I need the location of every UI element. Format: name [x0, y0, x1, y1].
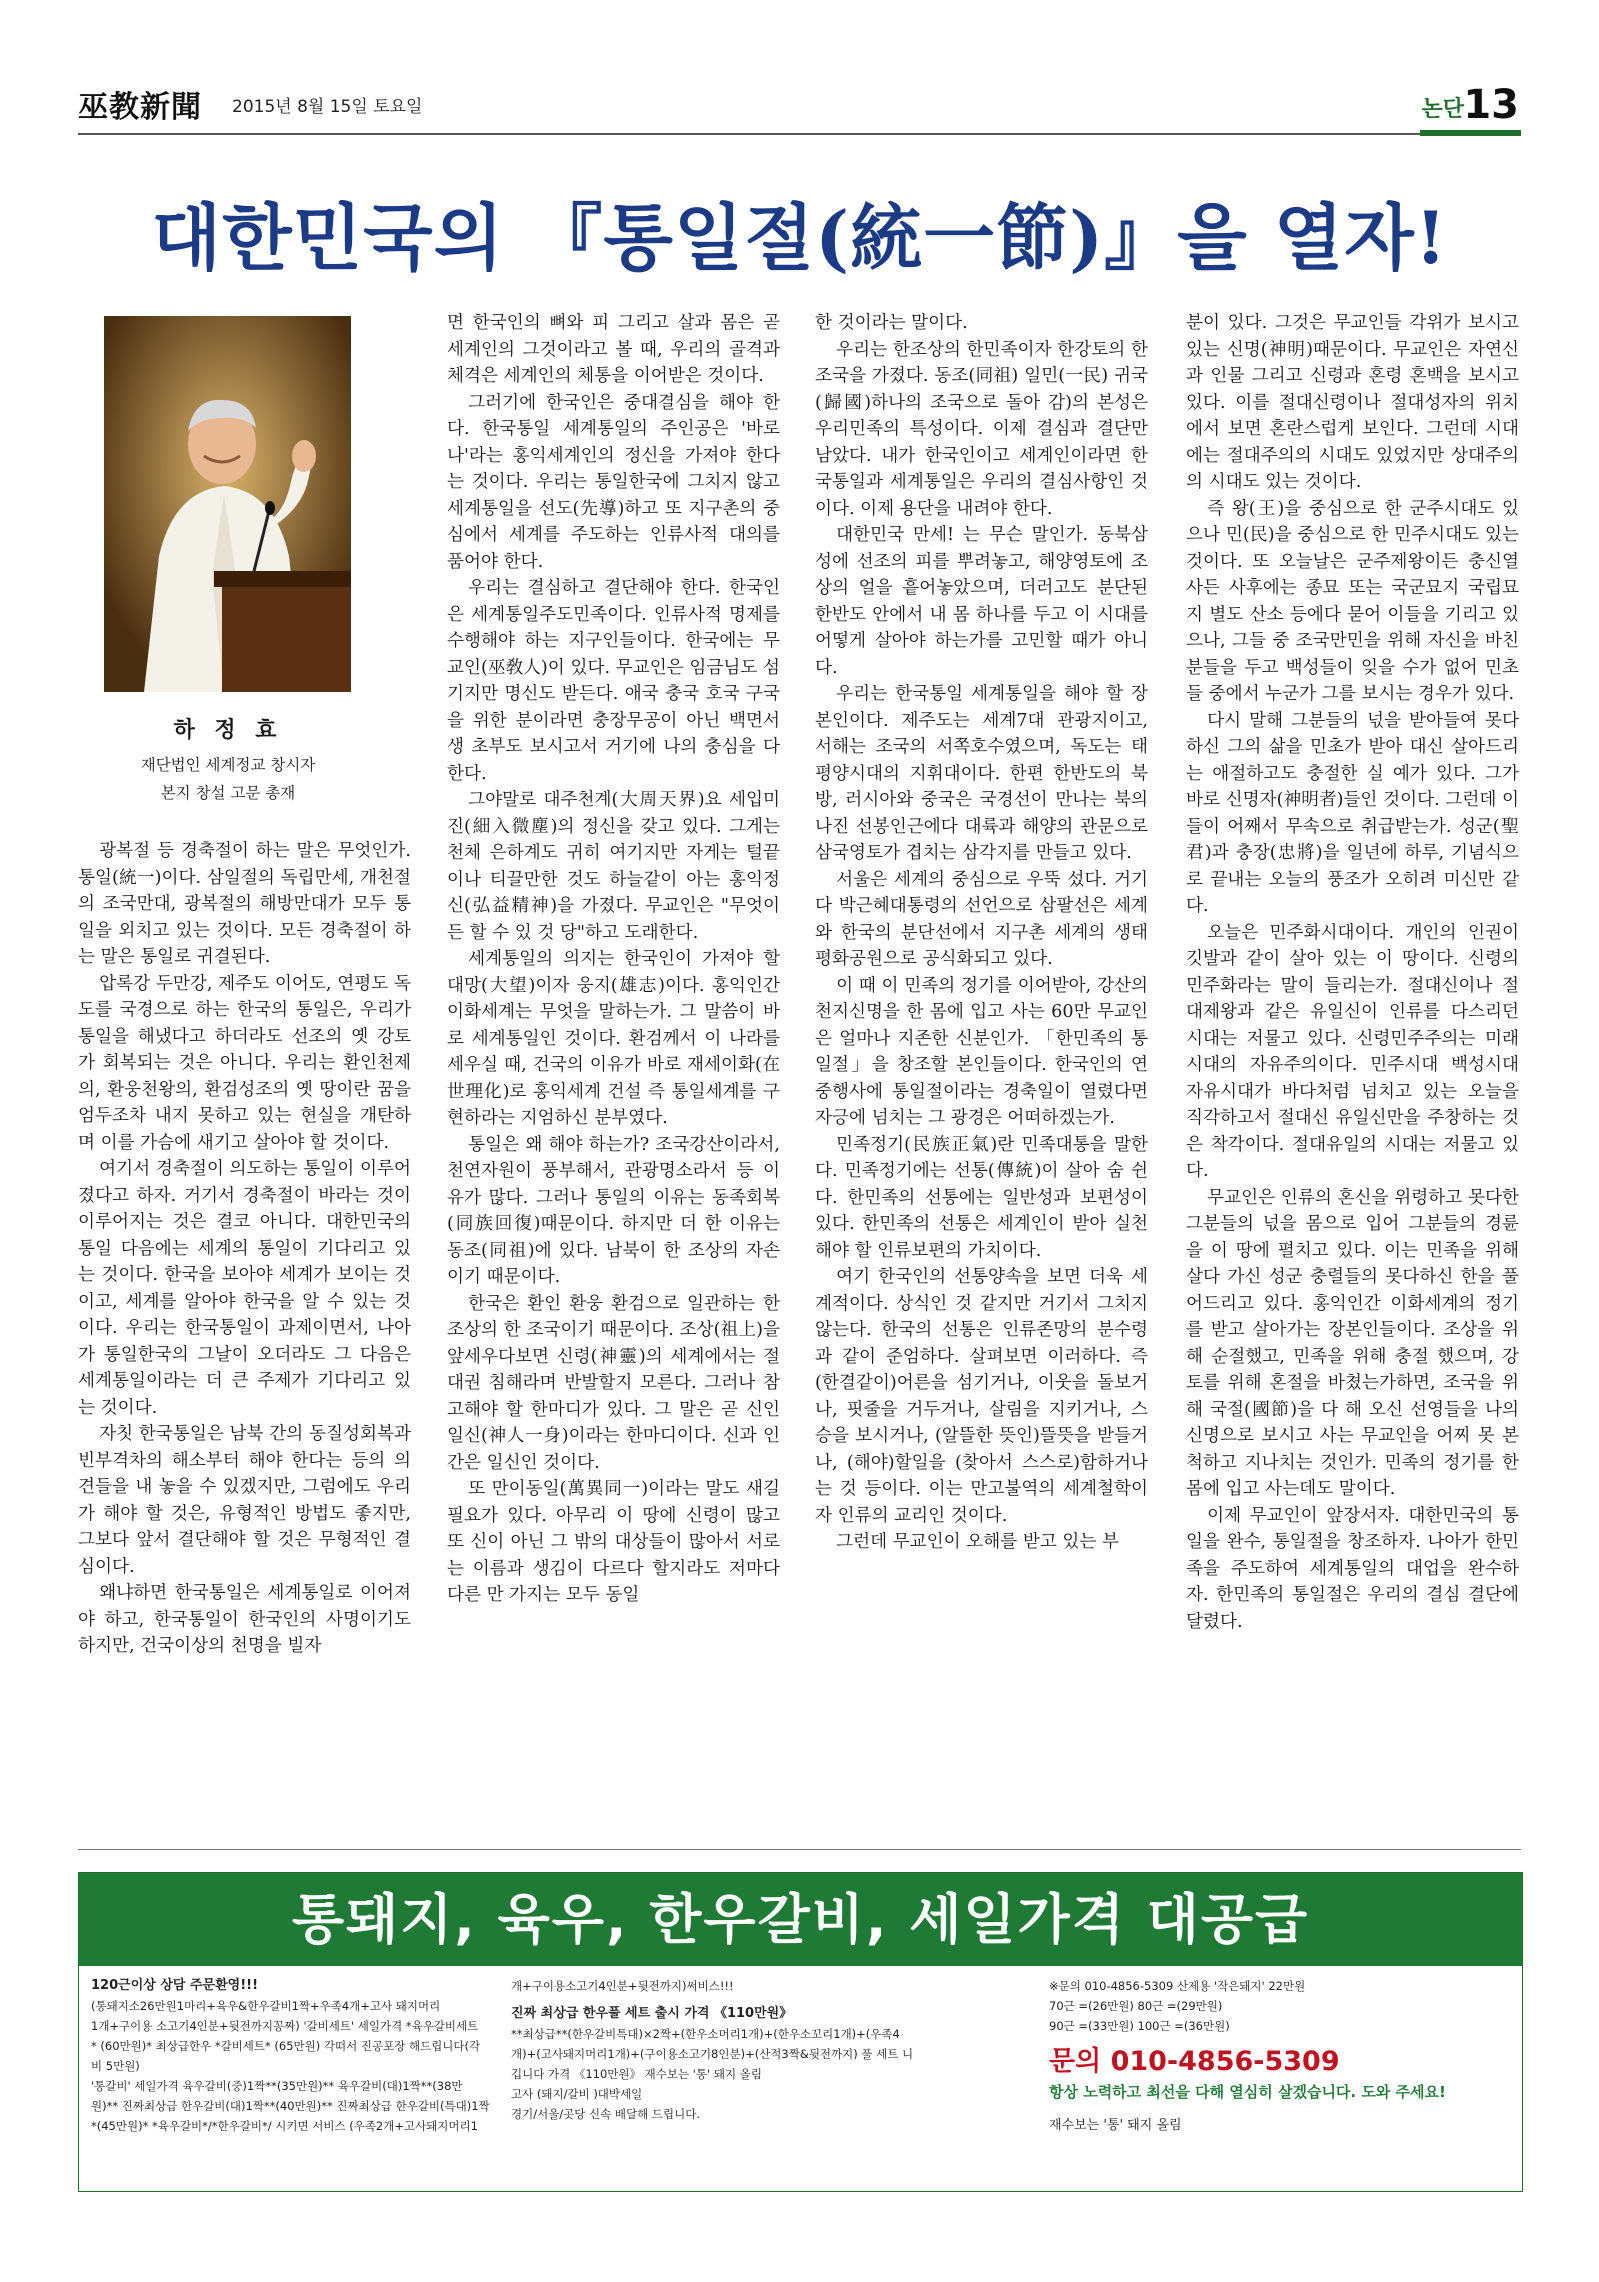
ad-line: 비 5만원)	[91, 2059, 140, 2073]
paragraph: 다시 말해 그분들의 넋을 받아들여 못다하신 그의 삶을 민초가 받아 대신 살아드리는 애절하고도 충절한 실 예가 있다. 그가 바로 신명자(神明者)들인 것이다. 그런데 이들이 어째서 무속으로 취급받는가. 성군(聖君)과 충장(忠將)을 일년에 하루, 기념식으로 끝내는 오늘의 풍조가 오히려 미신만 같다.	[1186, 710, 1519, 916]
paragraph: 이 때 이 민족의 정기를 이어받아, 강산의 천지신명을 한 몸에 입고 사는 60만 무교인은 얼마나 지존한 신분인가. 「한민족의 통일절」을 창조할 본인들이다. 한국인의 연중행사에 통일절이라는 경축일이 열렸다면 자긍에 넘치는 그 광경은 어떠하겠는가.	[815, 975, 1148, 1128]
masthead-logo: 巫教新聞	[78, 90, 202, 125]
paragraph: 세계통일의 의지는 한국인이 가져야 할 대망(大望)이자 웅지(雄志)이다. 홍익인간 이화세계는 무엇을 말하는가. 그 말씀이 바로 세계통일인 것이다. 환검께서 이 나라를 세우실 때, 건국의 이유가 바로 재세이화(在世理化)로 홍익세계 건설 즉 통일세계를 구현하라는 지엄하신 분부였다.	[447, 949, 780, 1128]
paragraph: 통일은 왜 해야 하는가? 조국강산이라서, 천연자원이 풍부해서, 관광명소라서 등 이유가 많다. 그러나 통일의 이유는 동족회복(同族回復)때문이다. 하지만 더 한 이유는 동조(同祖)에 있다. 남북이 한 조상의 자손이기 때문이다.	[447, 1134, 780, 1287]
author-name: 하 정 효	[173, 717, 283, 743]
ad-line: ※문의 010-4856-5309 산제용 '작은돼지' 22만원	[1049, 1979, 1306, 1993]
ad-line: 1개+구이용 소고기4인분+뒷전까지꽁짜) '갈비세트' 세일가격 *육우갈비세트	[91, 2019, 479, 2033]
article-column-4	[1186, 310, 1519, 1635]
paragraph: 압록강 두만강, 제주도 이어도, 연평도 독도를 국경으로 하는 한국의 통일은, 우리가 통일을 해냈다고 하더라도 선조의 옛 강토가 회복되는 것은 아니다. 우리는 환인천제의, 환웅천왕의, 환검성조의 옛 땅이란 꿈을 엄두조차 내지 못하고 있는 현실을 개탄하며 이를 가슴에 새기고 살아야 할 것이다.	[78, 973, 411, 1153]
ad-banner-headline: 통돼지, 육우, 한우갈비, 세일가격 대공급	[79, 1873, 1522, 1966]
paragraph: 자칫 한국통일은 남북 간의 동질성회복과 빈부격차의 해소부터 해야 한다는 등의 의견들을 내 놓을 수 있겠지만, 그럼에도 우리가 해야 할 것은, 유형적인 방법도 좋지만, 그보다 앞서 결단해야 할 것은 무형적인 결심이다.	[78, 1424, 411, 1577]
ad-line: *(45만원)* *육우갈비*/*한우갈비*/ 시키면 서비스 (우족2개+고사돼지머리1	[91, 2119, 478, 2133]
ad-line: '통갈비' 세일가격 육우갈비(중)1짝**(35만원)** 육우갈비(대)1짝**(38만	[91, 2079, 463, 2093]
paragraph: 그런데 무교인이 오해를 받고 있는 부	[836, 1532, 1120, 1552]
paragraph: 분이 있다. 그것은 무교인들 각위가 보시고 있는 신명(神明)때문이다. 무교인은 자연신과 인물 그리고 신령과 혼령 혼백을 보시고 있다. 이를 절대신령이나 절대성자의 위치에서 보면 혼란스럽게 보인다. 그런데 시대에는 절대주의의 시대도 있었지만 상대주의의 시대도 있는 것이다.	[1186, 313, 1519, 492]
paragraph: 그러기에 한국인은 중대결심을 해야 한다. 한국통일 세계통일의 주인공은 '바로 나'라는 홍익세계인의 정신을 가져야 한다는 것이다. 우리는 통일한국에 그치지 않고 세계통일을 선도(先導)하고 또 지구촌의 중심에서 세계를 주도하는 인류사적 대의를 품어야 한다.	[447, 392, 780, 572]
ad-line: (통돼지소26만원1마리+육우&한우갈비1짝+우족4개+고사 돼지머리	[91, 1999, 441, 2013]
page-number: 13	[1463, 82, 1519, 128]
paragraph: 대한민국 만세! 는 무슨 말인가. 동북삼성에 선조의 피를 뿌려놓고, 해양영토에 조상의 얼을 흩어놓았으며, 더러고도 분단된 한반도 안에서 내 몸 하나를 두고 이 시대를 어떻게 살아야 하는가를 고민할 때가 아니다.	[815, 525, 1148, 678]
issue-date: 2015년 8월 15일 토요일	[232, 97, 423, 117]
ad-line: 깁니다 가격 《110만원》 재수보는 '통' 돼지 올림	[511, 2067, 762, 2081]
ad-slogan: 항상 노력하고 최선을 다해 열심히 살겠습니다. 도와 주세요!	[1049, 2083, 1446, 2101]
paragraph: 그야말로 대주천계(大周天界)요 세입미진(細入微塵)의 정신을 갖고 있다. 그게는 천체 은하계도 귀히 여기지만 자게는 털끝이나 티끌만한 것도 하늘같이 아는 홍익정신(弘益精神)을 가졌다. 무교인은 "무엇이든 할 수 있 것 당"하고 도래한다.	[447, 790, 780, 943]
author-role: 재단법인 세계정교 창시자	[140, 756, 316, 774]
ad-line: 고사 (돼지/갈비 )대박세일	[511, 2087, 643, 2101]
ad-line: 진짜 최상급 한우풀 세트 출시 가격 《110만원》	[511, 2006, 793, 2021]
ad-line: 개+구이용소고기4인분+뒷전까지)써비스!!!	[511, 1979, 734, 1993]
ad-line: 원)** 진짜최상급 한우갈비(대)1짝**(40만원)** 진짜최상급 한우갈비(특대)1짝	[91, 2099, 490, 2113]
paragraph: 여기 한국인의 선통양속을 보면 더욱 세계적이다. 상식인 것 같지만 거기서 그치지 않는다. 한국의 선통은 인류존망의 분수령과 같이 준엄하다. 살펴보면 이러하다. 즉 (한결같이)어른을 섬기거나, 이웃을 돌보거나, 핏줄을 거두거나, 살림을 지키거나, 스승을 보시거나, (알뜰한 뜻인)뜰뜻을 받들거나, (해야)할일을 (찾아서 스스로)함하거나는 것 등이다. 이는 만고불역의 세계철학이자 인류의 교리인 것이다.	[815, 1267, 1148, 1526]
article-column-3	[815, 310, 1148, 1556]
ad-column-1	[91, 1976, 491, 2136]
paragraph: 우리는 결심하고 결단해야 한다. 한국인은 세계통일주도민족이다. 인류사적 명제를 수행해야 하는 지구인들이다. 한국에는 무교인(巫敎人)이 있다. 무교인은 임금님도 섬기지만 명신도 받든다. 애국 충국 호국 구국을 위한 분이라면 충장무공이 아닌 백면서생 초부도 보시고서 거기에 나의 충심을 다한다.	[447, 578, 780, 784]
advertisement	[78, 1872, 1523, 2192]
paragraph: 한 것이라는 말이다.	[815, 313, 968, 333]
ad-column-3	[1049, 1976, 1509, 2136]
ad-signature: 재수보는 '통' 돼지 올림	[1049, 2118, 1182, 2133]
article-title: 대한민국의 『통일절(統一節)』을 열자!	[151, 195, 1448, 280]
paragraph: 우리는 한조상의 한민족이자 한강토의 한 조국을 가졌다. 동조(同祖) 일민(一民) 귀국(歸國)하나의 조국으로 돌아 감)의 본성은 우리민족의 특성이다. 이제 결심과 결단만 남았다. 내가 한국인이고 세계인이라면 한국통일과 세계통일은 우리의 결심사항인 것이다. 이제 용단을 내려야 한다.	[815, 339, 1148, 519]
section-rule	[1420, 130, 1521, 136]
paragraph: 또 만이동일(萬異同一)이라는 말도 새길 필요가 있다. 아무리 이 땅에 신령이 많고 또 신이 아닌 그 밖의 대상들이 많아서 서로는 이름과 생김이 다르다 할지라도 저마다 다른 만 가지는 모두 동일	[447, 1479, 780, 1605]
paragraph: 광복절 등 경축절이 하는 말은 무엇인가. 통일(統一)이다. 삼일절의 독립만세, 개천절의 조국만대, 광복절의 해방만대가 모두 통일을 외치고 있는 것이다. 모든 경축절이 하는 말은 통일로 귀결된다.	[78, 841, 411, 967]
ad-line: **최상급**(한우갈비특대)×2짝+(한우소머리1개)+(한우소꼬리1개)+(우족4	[511, 2027, 900, 2041]
ad-line: 70근 =(26만원) 80근 =(29만원)	[1049, 1999, 1223, 2013]
author-title: 본지 창설 고문 총재	[160, 784, 296, 802]
paragraph: 왜냐하면 한국통일은 세계통일로 이어져야 하고, 한국통일이 한국인의 사명이기도 하지만, 건국이상의 천명을 빌자	[78, 1583, 411, 1656]
paragraph: 서울은 세계의 중심으로 우뚝 섰다. 거기다 박근혜대통령의 선언으로 삼팔선은 세계와 한국의 분단선에서 지구촌 세계의 생태평화공원으로 공식화되고 있다.	[815, 869, 1148, 969]
paragraph: 민족정기(民族正氣)란 민족대통을 말한다. 민족정기에는 선통(傳統)이 살아 숨 쉰다. 한민족의 선통에는 일반성과 보편성이 있다. 한민족의 선통은 세계인이 받아 실천해야 할 인류보편의 가치이다.	[815, 1134, 1148, 1261]
paragraph: 무교인은 인류의 혼신을 위령하고 못다한 그분들의 넋을 몸으로 입어 그분들의 경륜을 이 땅에 펼치고 있다. 이는 민족을 위해 살다 가신 성군 충렬들의 못다하신 한을 풀어드리고 있다. 홍익인간 이화세계의 정기를 받고 살아가는 장본인들이다. 조상을 위해 순절했고, 민족을 위해 충절 했으며, 강토를 위해 혼절을 바쳤는가하면, 조국을 위해 국절(國節)을 다 해 오신 선영들을 나의 신명으로 보시고 사는 무교인을 어찌 못 본 척하고 지나치는 것인가. 민족의 정기를 한 몸에 입고 사는데도 말이다.	[1186, 1187, 1519, 1499]
paragraph: 한국은 환인 환웅 환검으로 일관하는 한 조상의 한 조국이기 때문이다. 조상(祖上)을 앞세우다보면 신령(神靈)의 세계에서는 절대권 침해라며 반발할지 모른다. 그러나 참고해야 할 한마디가 있다. 그 말은 곧 신인일신(神人一身)이라는 한마디이다. 신과 인간은 일신인 것이다.	[447, 1293, 780, 1473]
ad-separator-rule	[78, 1849, 1521, 1850]
paragraph: 오늘은 민주화시대이다. 개인의 인권이 깃발과 같이 살아 있는 이 땅이다. 신령의 민주화라는 말이 들리는가. 절대신이나 절대제왕과 같은 유일신이 인류를 다스리던 시대는 저물고 있다. 신령민주주의는 미래시대의 자유주의이다. 민주시대 백성시대 자유시대가 바다처럼 넘치고 있는 오늘을 직각하고서 절대신 유일신만을 주창하는 것은 착각이다. 절대유일의 시대는 저물고 있다.	[1186, 922, 1519, 1181]
paragraph: 면 한국인의 뼈와 피 그리고 살과 몸은 곧 세계인의 그것이라고 볼 때, 우리의 골격과 체격은 세계인의 체통을 이어받은 것이다.	[447, 313, 780, 386]
ad-line: 90근 =(33만원) 100근 =(36만원)	[1049, 2019, 1230, 2033]
ad-phone-contact: 문의 010-4856-5309	[1049, 2046, 1340, 2077]
paragraph: 여기서 경축절이 의도하는 통일이 이루어졌다고 하자. 거기서 경축절이 바라는 것이 이루어지는 것은 결코 아니다. 대한민국의 통일 다음에는 세계의 통일이 기다리고 있는 것이다. 한국을 보아야 세계가 보이는 것이고, 세계를 알아야 한국을 알 수 있는 것이다. 우리는 한국통일이 과제이면서, 나아가 통일한국의 그날이 오더라도 그 다음은 세계통일이라는 더 큰 주제가 기다리고 있는 것이다.	[78, 1159, 411, 1418]
paragraph: 즉 왕(王)을 중심으로 한 군주시대도 있으나 민(民)을 중심으로 한 민주시대도 있는 것이다. 또 오늘날은 군주제왕이든 충신열사든 사후에는 종묘 또는 국군묘지 국립묘지 별도 산소 등에다 묻어 이들을 기리고 있으나, 그들 중 조국만민을 위해 자신을 바친 분들을 두고 백성들이 잊을 수가 없어 민초들 중에서 누군가 그를 보시는 경우가 있다.	[1186, 498, 1519, 704]
header-rule	[78, 133, 1521, 135]
paragraph: 우리는 한국통일 세계통일을 해야 할 장본인이다. 제주도는 세계7대 관광지이고, 서해는 조국의 서쪽호수였으며, 독도는 태평양시대의 지휘대이다. 한편 한반도의 북방, 러시아와 중국은 국경선이 만나는 북의 나진 선봉인근에다 대륙과 해양의 관문으로 삼국영토가 겹치는 삼각지를 만들고 있다.	[815, 684, 1148, 863]
paragraph: 이제 무교인이 앞장서자. 대한민국의 통일을 완수, 통일절을 창조하자. 나아가 한민족을 주도하여 세계통일의 대업을 완수하자. 한민족의 통일절은 우리의 결심 결단에 달렸다.	[1186, 1505, 1519, 1632]
author-photo	[104, 316, 351, 692]
ad-line: 120근이상 상담 주문환영!!!	[91, 1978, 258, 1993]
ad-column-2	[511, 1976, 914, 2124]
ad-line: 경기/서울/곳당 신속 배달해 드립니다.	[511, 2107, 701, 2121]
ad-line: * (60만원)* 최상급한우 *갈비세트* (65만원) 각떠서 진공포장 해드립니다(각	[91, 2039, 481, 2053]
ad-line: 개)+(고사돼지머리1개)+(구이용소고기8인분)+(산적3짝&뒷전까지) 풀 세트 니	[511, 2047, 914, 2061]
article-column-1	[78, 838, 411, 1660]
article-column-2	[447, 310, 780, 1609]
section-label: 논단	[1421, 97, 1464, 122]
